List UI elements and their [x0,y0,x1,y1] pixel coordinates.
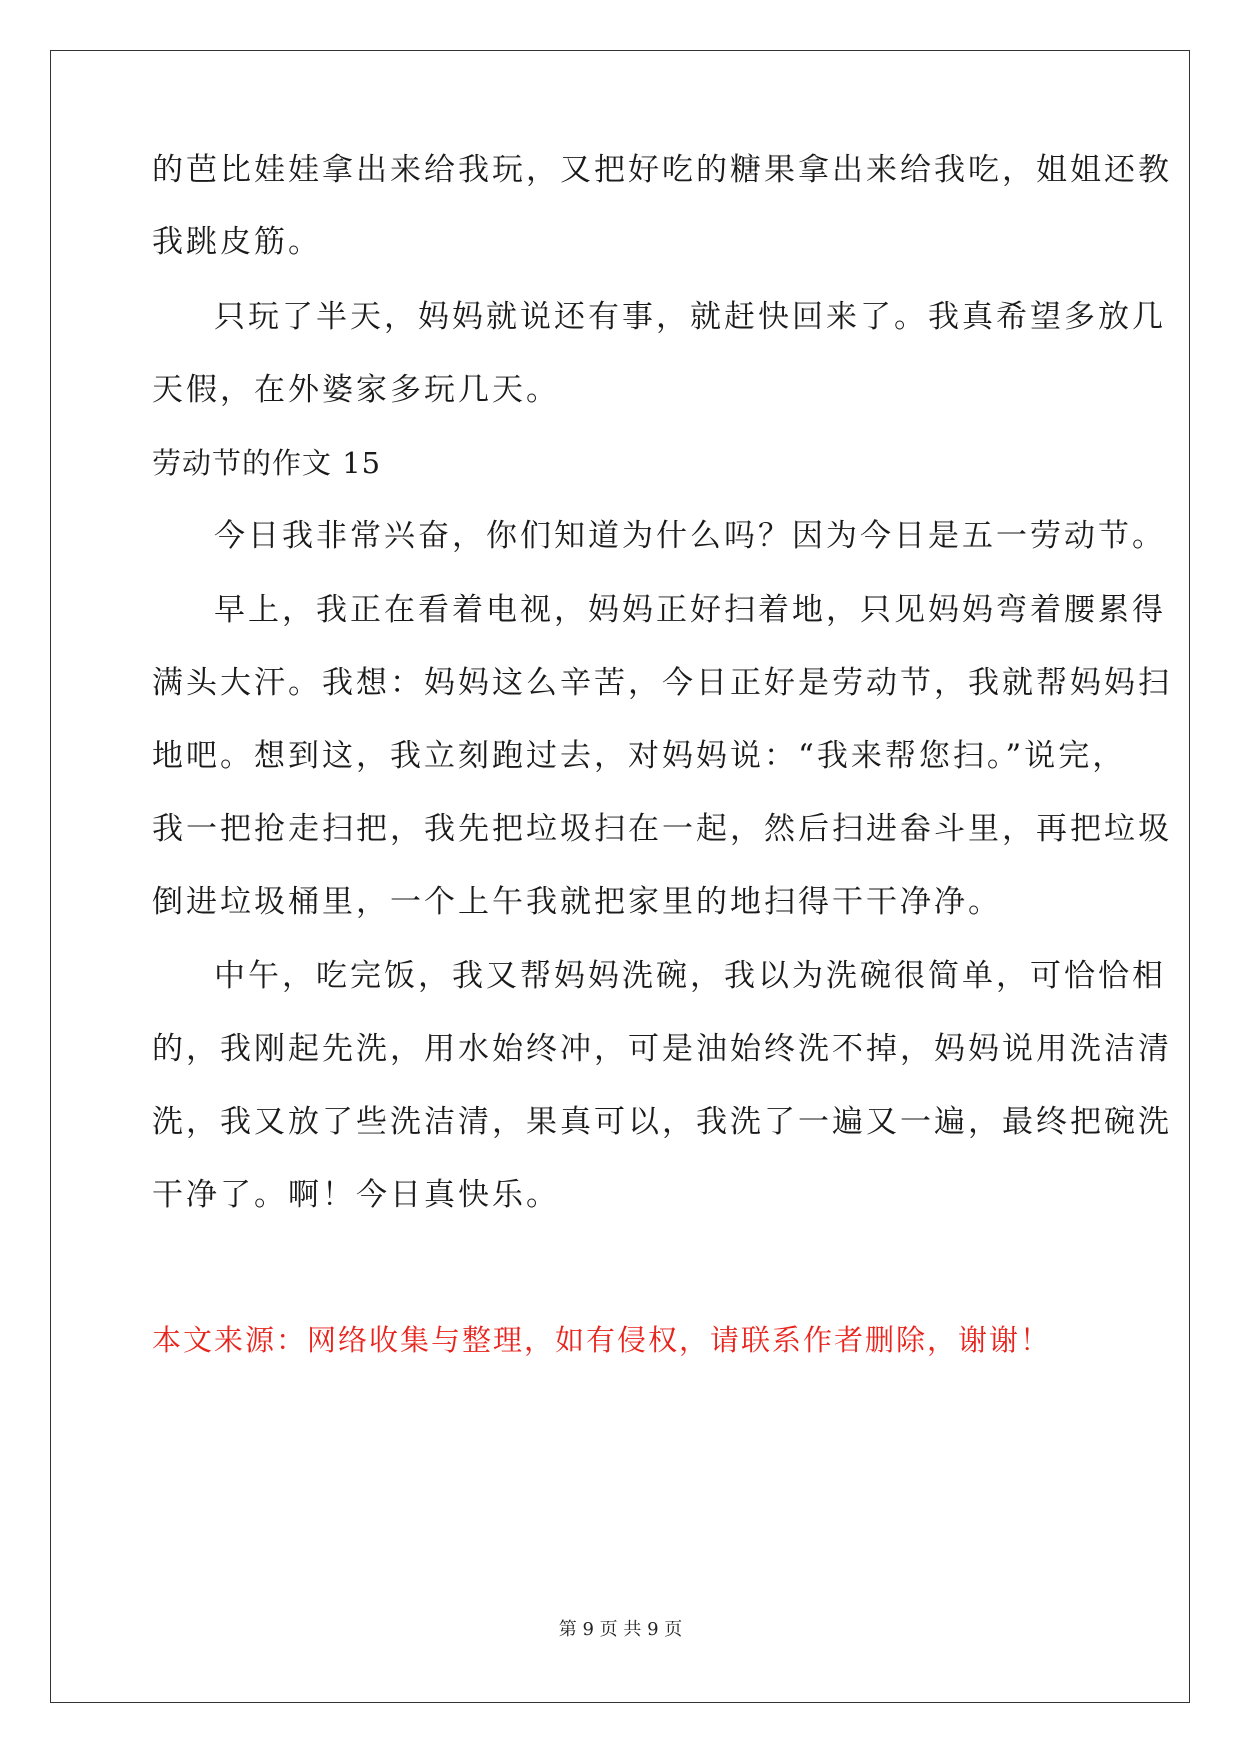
text-line: 倒进垃圾桶里，一个上午我就把家里的地扫得干干净净。 [152,884,1002,920]
section-heading: 劳动节的作文 15 [152,446,382,480]
text-line: 干净了。啊！今日真快乐。 [152,1177,560,1213]
text-line: 的芭比娃娃拿出来给我玩，又把好吃的糖果拿出来给我吃，姐姐还教 [152,152,1172,188]
text-line: 今日我非常兴奋，你们知道为什么吗？因为今日是五一劳动节。 [214,518,1166,554]
text-line: 天假，在外婆家多玩几天。 [152,372,560,408]
text-line: 满头大汗。我想：妈妈这么辛苦，今日正好是劳动节，我就帮妈妈扫 [152,665,1172,701]
text-line: 的，我刚起先洗，用水始终冲，可是油始终洗不掉，妈妈说用洗洁清 [152,1031,1172,1067]
text-line: 我一把抢走扫把，我先把垃圾扫在一起，然后扫进畚斗里，再把垃圾 [152,811,1172,847]
page-number-footer: 第 9 页 共 9 页 [558,1619,683,1640]
text-line: 只玩了半天，妈妈就说还有事，就赶快回来了。我真希望多放几 [214,299,1166,335]
text-line: 我跳皮筋。 [152,224,322,260]
text-line: 地吧。想到这，我立刻跑过去，对妈妈说：“我来帮您扫。”说完， [152,738,1127,774]
text-line: 洗，我又放了些洗洁清，果真可以，我洗了一遍又一遍，最终把碗洗 [152,1104,1172,1140]
text-line: 中午，吃完饭，我又帮妈妈洗碗，我以为洗碗很简单，可恰恰相 [214,958,1166,994]
text-line: 早上，我正在看着电视，妈妈正好扫着地，只见妈妈弯着腰累得 [214,592,1166,628]
source-note: 本文来源：网络收集与整理，如有侵权，请联系作者删除，谢谢！ [152,1323,1052,1357]
